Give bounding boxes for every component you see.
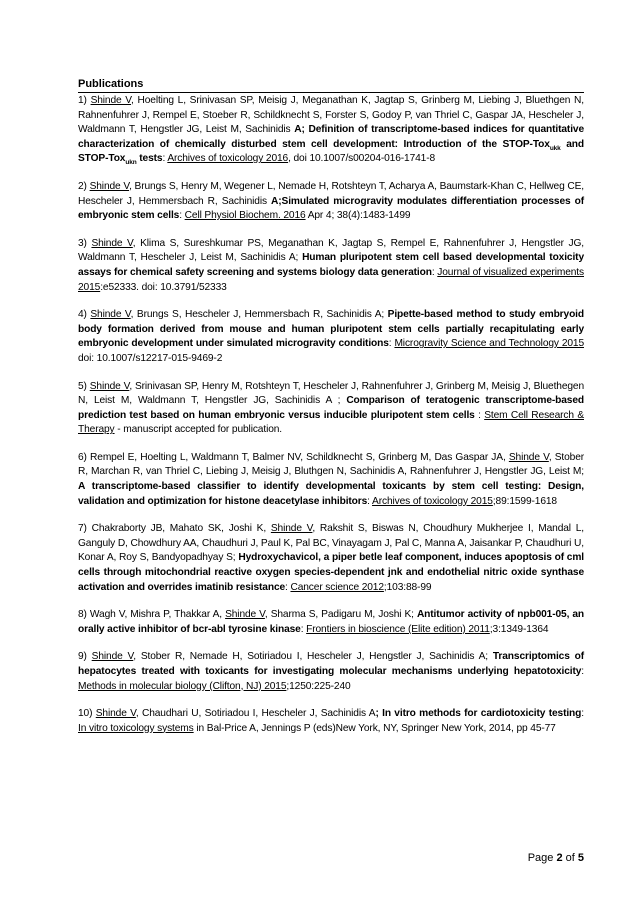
- pub-authors-after: , Rakshit S, Biswas N, Choudhury Mukherjee I, Mandal L, Ganguly D, Chowdhury AA, Chaudhuri J, Paul K, Pal BC, Vinayagam J, Pal C, Manna A, Jaisankar P, Chaudhuri U, Konar A, Roy S, Bandyopadhyay S;: [78, 523, 584, 564]
- pub-citation-details: in Bal-Price A, Jennings P (eds)New York, NY, Springer New York, 2014, pp 45-77: [193, 722, 556, 734]
- pub-number: 7): [78, 523, 92, 535]
- pub-self-author: Shinde V: [90, 309, 131, 321]
- publication-list: [78, 94, 584, 736]
- pub-self-author: Shinde V: [89, 180, 130, 192]
- pub-journal-link[interactable]: Cancer science 2012: [290, 581, 384, 593]
- publication-item: [78, 650, 584, 694]
- pub-title: Human pluripotent stem cell based developmental toxicity assays for chemical safety screening and systems biology data generation: [78, 252, 585, 278]
- pub-number: 2): [78, 180, 90, 192]
- pub-number: 3): [78, 237, 92, 249]
- pub-number: 8): [78, 609, 90, 621]
- section-heading: Publications: [78, 78, 584, 93]
- pub-separator: :: [388, 338, 395, 350]
- pub-separator: :: [285, 581, 291, 593]
- pub-authors-after: , Stober R, Nemade H, Sotiriadou I, Hescheler J, Hengstler J, Sachinidis A;: [133, 651, 493, 663]
- pub-journal-link[interactable]: Methods in molecular biology (Clifton, NJ) 2015: [78, 680, 287, 692]
- pub-self-author: Shinde V: [225, 609, 265, 621]
- pub-self-author: Shinde V: [90, 95, 132, 106]
- pub-authors-after: , Klima S, Sureshkumar PS, Meganathan K, Jagtap S, Rempel E, Rahnenfuhrer J, Hengstler JG, Waldmann T, Hescheler J, Leist M, Sachinidis A;: [78, 237, 585, 264]
- publication-item: [78, 522, 584, 595]
- pub-title-text: A; Definition of transcriptome-based indices for quantitative characterization of chemically disturbed stem cell development: Introduction of the STOP-Tox: [78, 124, 584, 150]
- pub-number: 5): [78, 380, 90, 392]
- pub-journal-link[interactable]: Frontiers in bioscience (Elite edition) 2011: [306, 623, 490, 635]
- pub-title: Comparison of teratogenic transcriptome-based prediction test based on human embryonic versus inducible pluripotent stem cells: [78, 395, 585, 421]
- pub-title: Pipette-based method to study embryoid body formation derived from mouse and human pluripotent stem cells partially recapitulating early embryonic development under simulated microgravity conditions: [78, 309, 584, 350]
- pub-separator: :: [367, 495, 373, 507]
- pub-journal-link[interactable]: Journal of visualized experiments 2015: [78, 266, 584, 293]
- publication-item: [78, 380, 584, 438]
- pub-title: A transcriptome-based classifier to identify developmental toxicants by stem cell testing: Design, validation and optimization for histone deacetylase inhibitors: [78, 481, 584, 507]
- pub-journal-link[interactable]: Archives of toxicology 2016: [167, 153, 289, 165]
- pub-number: 10): [78, 708, 96, 720]
- publication-item: [78, 94, 584, 167]
- pub-self-author: Shinde V: [508, 451, 549, 463]
- pub-authors-before: Chakraborty JB, Mahato SK, Joshi K,: [91, 523, 271, 535]
- pub-title-subscript: ukn: [125, 159, 137, 167]
- pub-citation-details: Apr 4; 38(4):1483-1499: [305, 210, 411, 222]
- pub-number: 1): [78, 95, 91, 106]
- pub-title: A;Simulated microgravity modulates differentiation processes of embryonic stem cells: [78, 195, 584, 222]
- pub-self-author: Shinde V: [91, 237, 133, 249]
- pub-title: Hydroxychavicol, a piper betle leaf component, induces apoptosis of cml cells through mitochondrial reactive oxygen species-dependent jnk and endothelial nitric oxide synthase activation and overrides imatinib resistance: [78, 552, 584, 593]
- pub-self-author: Shinde V: [91, 651, 134, 663]
- pub-journal-link[interactable]: Microgravity Science and Technology 2015: [394, 338, 584, 350]
- publication-item: [78, 308, 584, 366]
- pub-journal-link[interactable]: Cell Physiol Biochem. 2016: [184, 210, 306, 222]
- pub-separator: :: [300, 623, 307, 635]
- pub-separator: :: [431, 266, 438, 278]
- publication-item: [78, 237, 584, 295]
- pub-self-author: Shinde V: [89, 380, 130, 392]
- pub-journal-link[interactable]: Stem Cell Research & Therapy: [78, 409, 584, 436]
- publication-item: [78, 180, 584, 224]
- pub-authors-after: , Sharma S, Padigaru M, Joshi K;: [264, 609, 417, 621]
- pub-number: 4): [78, 309, 91, 321]
- pub-citation-details: ;3:1349-1364: [489, 623, 549, 635]
- pub-separator: :: [179, 210, 185, 222]
- pub-journal-link[interactable]: In vitro toxicology systems: [78, 722, 194, 734]
- publication-item: [78, 608, 584, 637]
- footer-current-page: 2: [556, 852, 563, 864]
- pub-citation-details: doi: 10.1007/s12217-015-9469-2: [78, 352, 223, 364]
- pub-separator: :: [581, 666, 584, 677]
- pub-citation-details: ;1250:225-240: [286, 680, 351, 692]
- pub-title-end: tests: [136, 153, 163, 165]
- pub-authors-after: , Hoelting L, Srinivasan SP, Meisig J, Meganathan K, Jagtap S, Grinberg M, Liebing J, Bluethgen N, Rahnenfuhrer J, Rempel E, Stoeber R, Schildknecht S, Forster S, Godoy P, van Thriel C, Gaspar JA, Hescheler J, Waldmann T, Hengstler JG, Leist M, Sachinidis: [78, 95, 584, 136]
- publication-item: [78, 451, 584, 509]
- pub-authors-after: , Srinivasan SP, Henry M, Rotshteyn T, Hescheler J, Rahnenfuhrer J, Grinberg M, Meisig J, Bluethegen N, Leist M, Waldmann T, Hengstler JG, Sachinidis A ;: [78, 380, 585, 407]
- pub-authors-after: , Chaudhari U, Sotiriadou I, Hescheler J, Sachinidis A: [135, 708, 376, 720]
- pub-title: Transcriptomics of hepatocytes treated with toxicants for investigating molecular mechanisms underlying hepatotoxicity: [78, 651, 584, 677]
- pub-citation-details: :e52333. doi: 10.3791/52333: [100, 281, 227, 293]
- pub-citation-details: - manuscript accepted for publication.: [114, 424, 283, 436]
- pub-separator: :: [162, 153, 168, 165]
- pub-authors-before: Wagh V, Mishra P, Thakkar A,: [89, 609, 226, 621]
- pub-authors-after: , Brungs S, Hescheler J, Hemmersbach R, Sachinidis A;: [130, 309, 388, 321]
- document-page: [78, 78, 584, 749]
- pub-title-subscript: ukk: [549, 144, 561, 152]
- pub-number: 6): [78, 451, 91, 463]
- pub-self-author: Shinde V: [95, 708, 136, 720]
- footer-of-word: of: [562, 852, 578, 864]
- pub-authors-after: , Stober R, Marchan R, van Thriel C, Liebing J, Meisig J, Bluthgen N, Sachinidis A, Rahnenfuhrer J, Hengstler JG, Leist M;: [78, 451, 585, 478]
- footer-total-pages: 5: [577, 852, 584, 864]
- pub-journal-link[interactable]: Archives of toxicology 2015: [372, 495, 493, 507]
- pub-self-author: Shinde V: [270, 523, 313, 535]
- footer-page-word: Page: [527, 852, 557, 864]
- pub-citation-details: ;89:1599-1618: [492, 495, 557, 507]
- pub-citation-details: , doi 10.1007/s00204-016-1741-8: [288, 153, 436, 165]
- pub-authors-after: , Brungs S, Henry M, Wegener L, Nemade H, Rotshteyn T, Acharya A, Baumstark-Khan C, Hellweg CE, Hescheler J, Hemmersbach R, Sachinidis: [78, 180, 585, 207]
- pub-citation-details: ;103:88-99: [383, 581, 432, 593]
- pub-title: ; In vitro methods for cardiotoxicity testing: [375, 708, 582, 720]
- pub-authors-before: Rempel E, Hoelting L, Waldmann T, Balmer NV, Schildknecht S, Grinberg M, Das Gaspar JA,: [90, 451, 509, 463]
- publication-item: [78, 707, 584, 736]
- pub-separator: :: [474, 409, 485, 421]
- pub-title-mid: and STOP-Tox: [78, 138, 585, 165]
- page-footer: [528, 852, 584, 864]
- pub-separator: :: [581, 708, 584, 720]
- pub-number: 9): [78, 651, 92, 663]
- pub-title: Antitumor activity of npb001-05, an orally active inhibitor of bcr-abl tyrosine kinase: [78, 609, 585, 635]
